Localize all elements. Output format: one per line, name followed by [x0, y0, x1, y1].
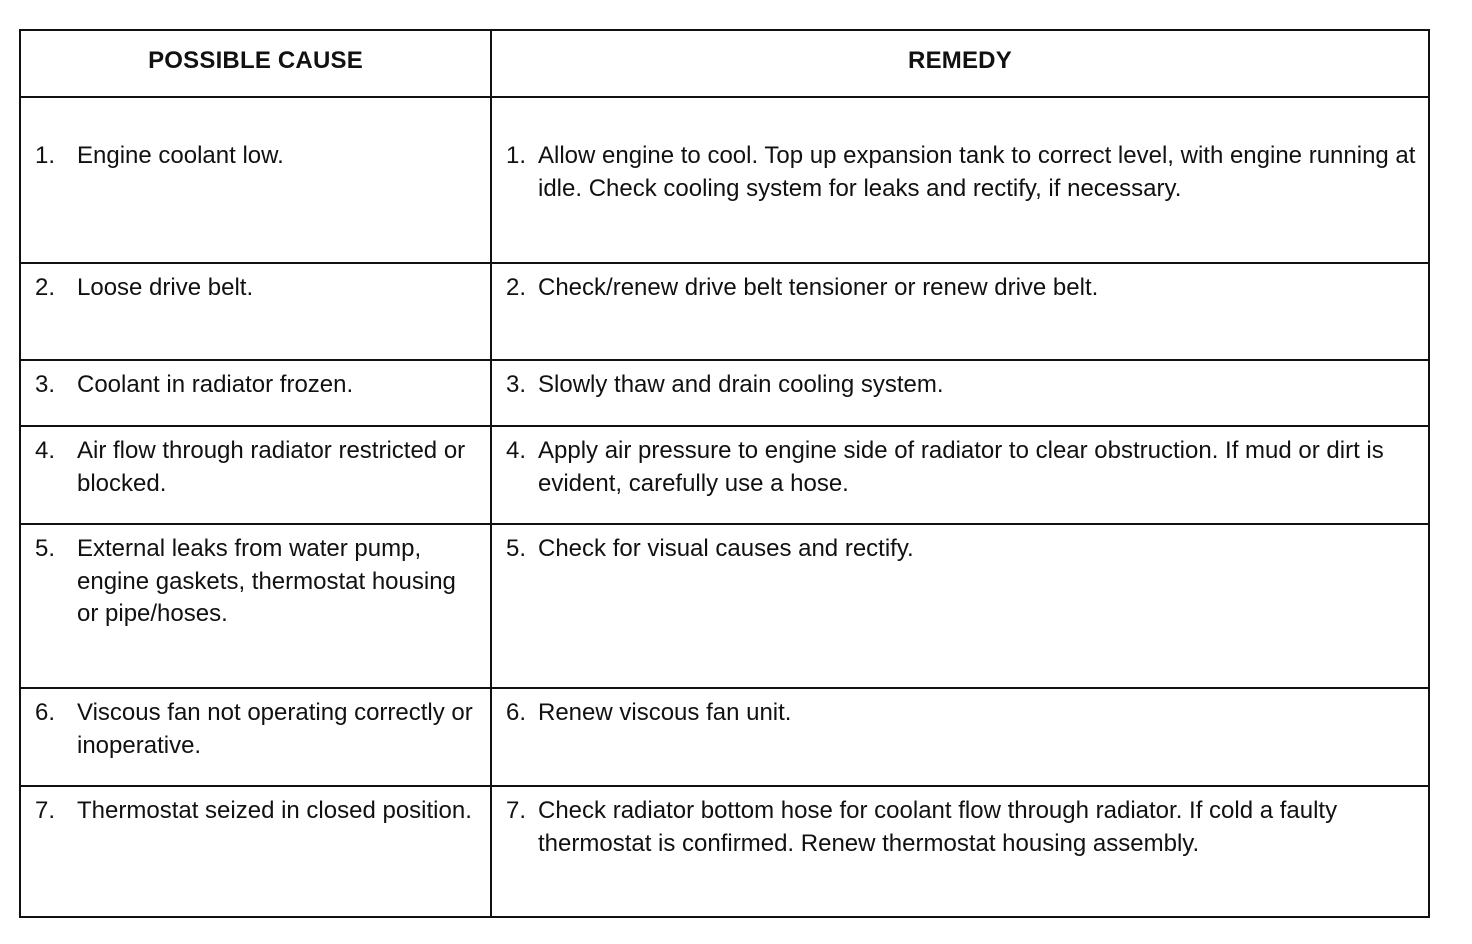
cause-number: 6.	[35, 699, 56, 726]
table-row	[20, 786, 1429, 917]
cause-number: 1.	[35, 142, 56, 169]
cause-text: Engine coolant low.	[77, 142, 284, 169]
header-row	[20, 30, 1429, 97]
header-possible-cause: POSSIBLE CAUSE	[20, 30, 491, 97]
table-row	[20, 263, 1429, 360]
table-row	[20, 426, 1429, 524]
remedy-text: Apply air pressure to engine side of radiator to clear obstruction. If mud or dirt is evident, carefully use a hose.	[538, 437, 1384, 497]
cause-number: 2.	[35, 274, 56, 301]
cause-number: 5.	[35, 535, 56, 562]
remedy-number: 5.	[506, 535, 527, 562]
cause-text: Viscous fan not operating correctly or inoperative.	[77, 699, 473, 759]
header-remedy: REMEDY	[491, 30, 1429, 97]
fault-diagnosis-table	[19, 29, 1430, 918]
remedy-cell	[491, 426, 1429, 524]
cause-cell	[20, 524, 491, 688]
cause-cell	[20, 360, 491, 426]
remedy-cell	[491, 97, 1429, 263]
cause-number: 3.	[35, 371, 56, 398]
cause-text: Thermostat seized in closed position.	[77, 797, 472, 824]
remedy-number: 1.	[506, 142, 527, 169]
remedy-text: Check/renew drive belt tensioner or renew drive belt.	[538, 274, 1099, 301]
cause-text: External leaks from water pump, engine gaskets, thermostat housing or pipe/hoses.	[77, 535, 456, 627]
table-row	[20, 97, 1429, 263]
cause-cell	[20, 426, 491, 524]
cause-cell	[20, 97, 491, 263]
remedy-cell	[491, 524, 1429, 688]
table-row	[20, 524, 1429, 688]
remedy-text: Check for visual causes and rectify.	[538, 535, 914, 562]
remedy-text: Allow engine to cool. Top up expansion tank to correct level, with engine running at idle. Check cooling system for leaks and rectify, if necessary.	[538, 142, 1416, 202]
cause-text: Coolant in radiator frozen.	[77, 371, 354, 398]
remedy-number: 2.	[506, 274, 527, 301]
remedy-number: 4.	[506, 437, 527, 464]
cause-number: 4.	[35, 437, 56, 464]
remedy-cell	[491, 786, 1429, 917]
remedy-number: 7.	[506, 797, 527, 824]
remedy-number: 6.	[506, 699, 527, 726]
table-row	[20, 360, 1429, 426]
remedy-text: Check radiator bottom hose for coolant flow through radiator. If cold a faulty thermostat is confirmed. Renew thermostat housing assembly.	[538, 797, 1338, 857]
cause-number: 7.	[35, 797, 56, 824]
remedy-cell	[491, 688, 1429, 786]
remedy-cell	[491, 360, 1429, 426]
cause-cell	[20, 688, 491, 786]
remedy-text: Slowly thaw and drain cooling system.	[538, 371, 944, 398]
remedy-text: Renew viscous fan unit.	[538, 699, 792, 726]
cause-text: Loose drive belt.	[77, 274, 254, 301]
remedy-number: 3.	[506, 371, 527, 398]
cause-text: Air flow through radiator restricted or blocked.	[77, 437, 466, 497]
table-row	[20, 688, 1429, 786]
cause-cell	[20, 263, 491, 360]
cause-cell	[20, 786, 491, 917]
remedy-cell	[491, 263, 1429, 360]
